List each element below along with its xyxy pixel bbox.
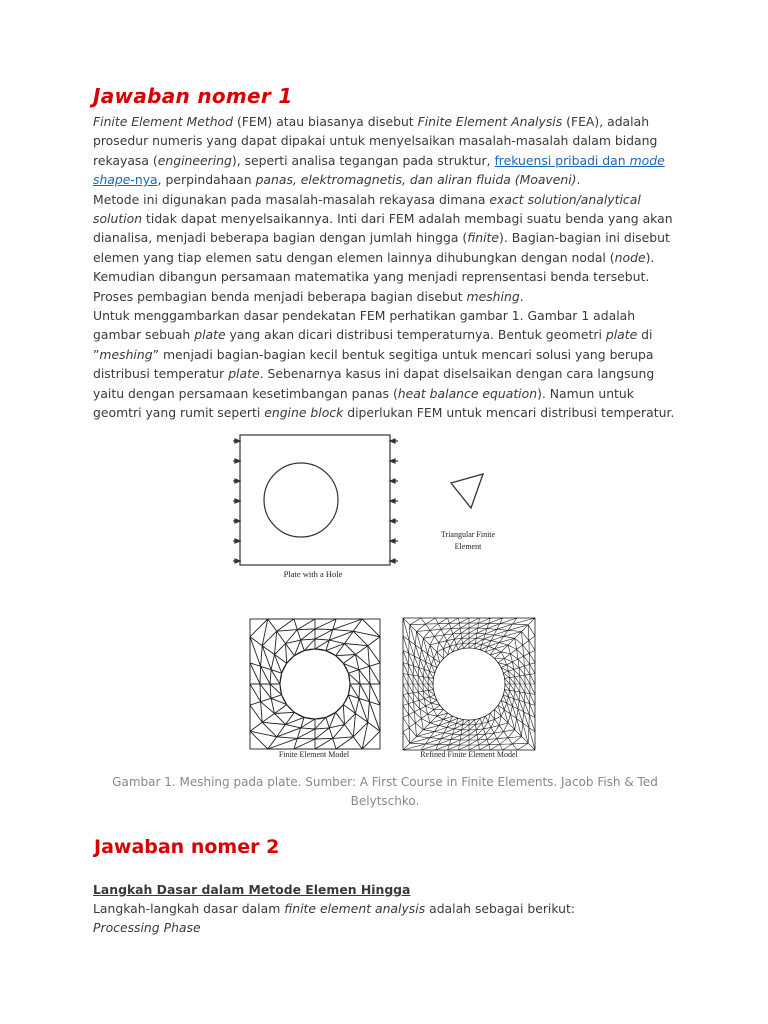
term-plate: plate	[605, 327, 638, 343]
paragraph-2	[93, 190, 683, 306]
figure-caption: Gambar 1. Meshing pada plate. Sumber: A First Course in Finite Elements. Jacob Fish & Ted Belytschko.	[112, 774, 658, 808]
text: (FEA), adalah prosedur numeris yang dapat dipakai untuk menyelsaikan masalah-masalah dalam bidang rekayasa (	[93, 114, 658, 168]
refined-finite-element-model	[403, 618, 535, 750]
text: .	[576, 172, 581, 188]
finite-element-model	[250, 619, 380, 749]
text: ). Bagian-bagian ini disebut elemen yang tiap elemen satu dengan elemen lainnya dihubungkan dengan nodal (	[93, 230, 670, 265]
term-finite: finite	[467, 230, 500, 246]
text: (FEM) atau biasanya disebut	[233, 114, 418, 129]
heading-jawaban-1: Jawaban nomer 1	[93, 84, 293, 108]
text: ), seperti analisa tegangan pada struktur,	[231, 152, 495, 168]
term-engine-block: engine block	[264, 405, 344, 421]
figure-drawing	[93, 427, 683, 767]
section-2-heading	[94, 836, 279, 858]
text: , perpindahaan	[157, 172, 256, 188]
plate-with-hole	[233, 435, 398, 565]
text: diperlukan FEM untuk mencari distribusi temperatur.	[343, 405, 675, 421]
term-meshing: meshing	[466, 288, 520, 304]
label-triangular-2: Element	[454, 541, 482, 551]
text: ). Kemudian dibangun persamaan matematika yang menjadi reprensentasi benda tersebut. Proses pembagian benda menjadi beberapa bagian disebut	[93, 249, 655, 304]
label-refined-finite-element-model: Refined Finite Element Model	[420, 749, 518, 759]
text: Untuk menggambarkan dasar pendekatan FEM perhatikan gambar 1. Gambar 1 adalah gambar sebuah	[93, 308, 636, 343]
text: Metode ini digunakan pada masalah-masalah rekayasa dimana	[93, 191, 490, 207]
label-triangular-1: Triangular Finite	[440, 529, 496, 539]
term-engineering: engineering	[157, 152, 232, 168]
term-fea: Finite Element Analysis	[417, 114, 563, 129]
term-exact-solution: exact solution/analytical solution	[93, 191, 641, 227]
text: yang akan dicari distribusi temperaturnya. Bentuk geometri	[225, 327, 606, 343]
label-plate-with-hole: Plate with a Hole	[283, 568, 343, 579]
link-frekuensi-mode-shape[interactable]: frekuensi pribadi dan mode shape-nya	[93, 152, 665, 188]
label-finite-element-model: Finite Element Model	[278, 749, 350, 759]
paragraph-3	[93, 306, 683, 422]
text: ). Namun untuk geomtri yang rumit seperti	[93, 385, 634, 421]
term-processing-phase: Processing Phase	[93, 920, 201, 936]
text: adalah sebagai berikut:	[425, 901, 576, 916]
term-plate: plate	[194, 327, 226, 343]
text: Langkah-langkah dasar dalam	[93, 901, 285, 916]
term-plate: plate	[228, 366, 260, 382]
paragraph-steps-intro	[93, 899, 683, 918]
processing-phase	[93, 918, 683, 937]
section-2	[93, 880, 683, 938]
text: tidak dapat menyelsaikannya. Inti dari FEM adalah membagi suatu benda yang akan dianalisa, menjadi beberapa bagian dengan jumlah hingga (	[93, 211, 673, 246]
text: ” menjadi bagian-bagian kecil bentuk segitiga untuk mencari solusi yang berupa distribusi temperatur	[93, 346, 654, 382]
triangular-element	[451, 474, 483, 508]
text: .	[519, 288, 524, 304]
heading-jawaban-2: Jawaban nomer 2	[94, 836, 280, 858]
term-fem: Finite Element Method	[93, 114, 233, 129]
text: . Sebenarnya kasus ini dapat diselsaikan dengan cara langsung yaitu dengan persamaan kesetimbangan panas (	[93, 366, 655, 401]
paragraph-1	[93, 112, 683, 190]
term-list: panas, elektromagnetis, dan aliran fluida (Moaveni)	[255, 172, 577, 188]
text: di ”	[93, 327, 653, 362]
term-meshing: meshing	[99, 346, 153, 362]
subheading-langkah-dasar: Langkah Dasar dalam Metode Elemen Hingga	[93, 882, 411, 897]
term-node: node	[614, 249, 646, 265]
figure-meshing	[93, 427, 683, 767]
section-1	[93, 84, 683, 811]
term-heat-balance: heat balance equation	[397, 385, 538, 401]
term-fea: finite element analysis	[284, 901, 426, 916]
